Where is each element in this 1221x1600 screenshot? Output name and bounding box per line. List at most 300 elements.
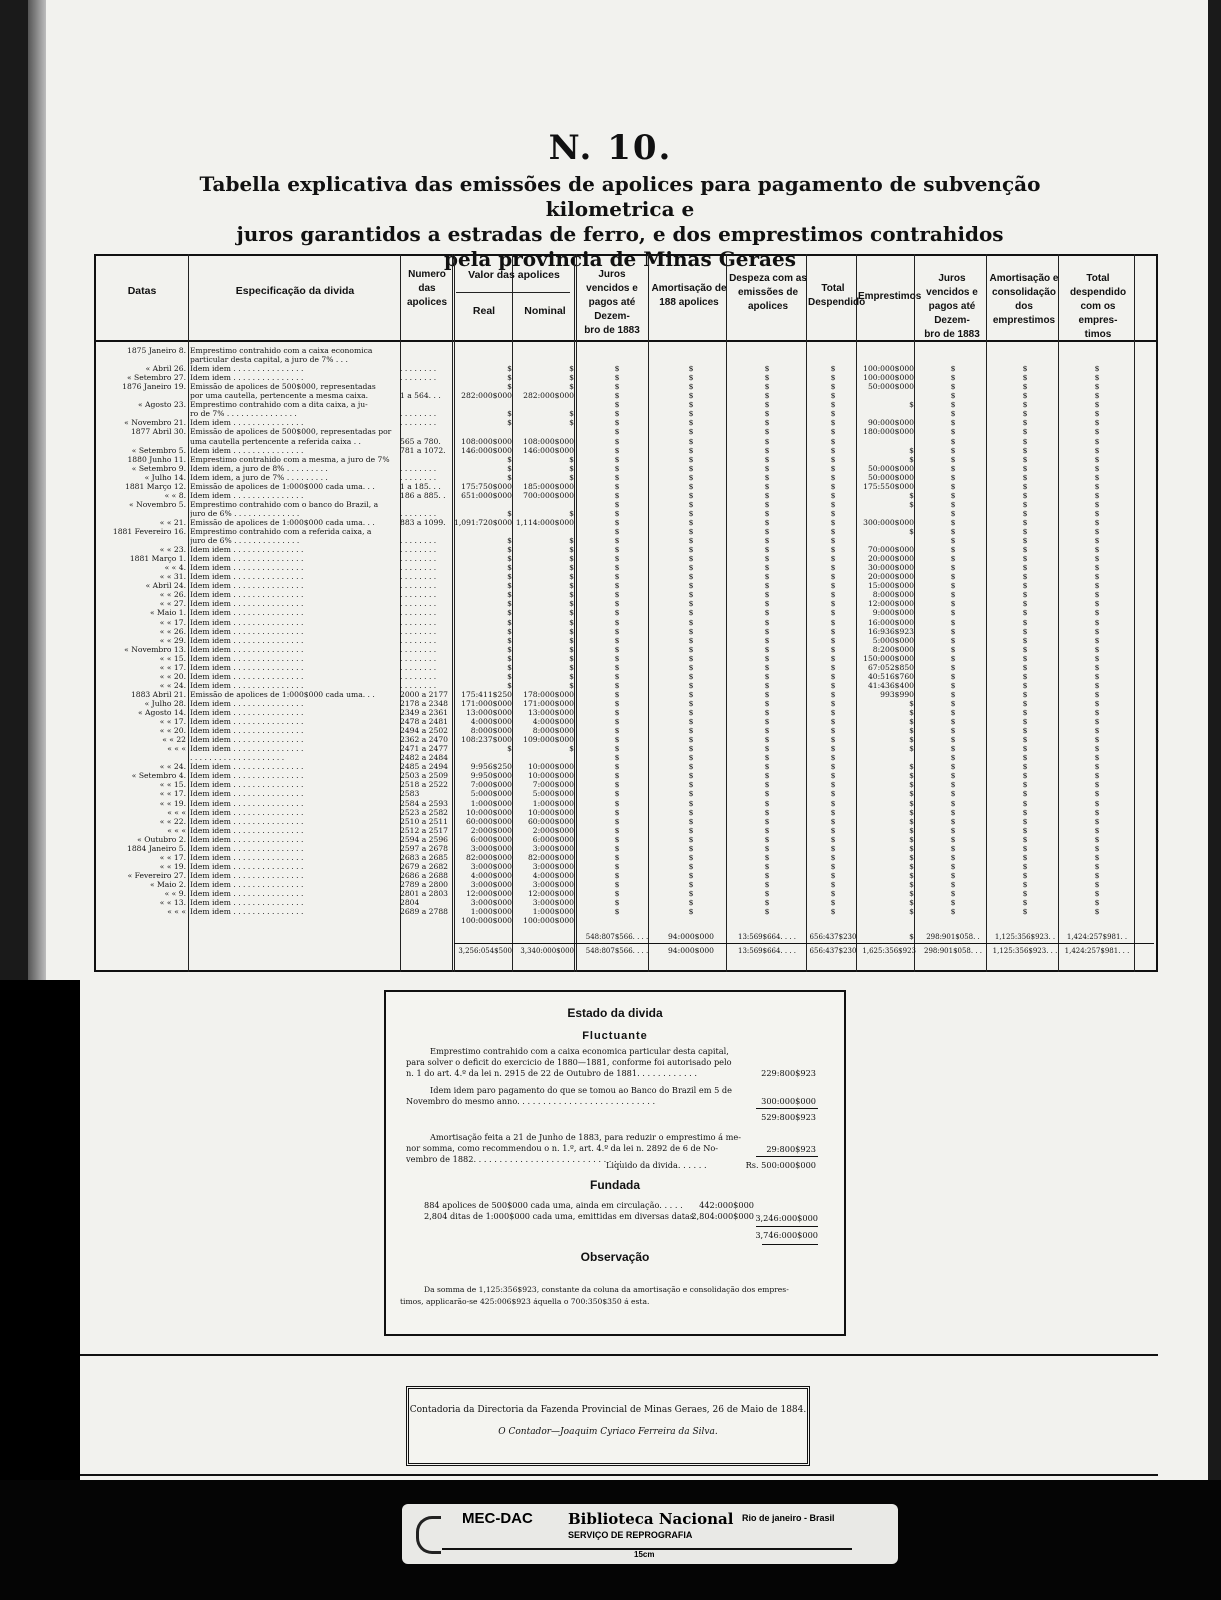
subtotal-emp: $ bbox=[909, 932, 914, 941]
dollar-mark: $ bbox=[1022, 436, 1028, 446]
cell-nom: $ bbox=[569, 364, 574, 374]
dollar-mark: $ bbox=[830, 879, 836, 889]
cell-spec: Idem idem . . . . . . . . . . . . . . . bbox=[190, 816, 304, 826]
estado-p2-amount: 300:000$000 bbox=[761, 1096, 816, 1106]
dollar-mark: $ bbox=[1022, 744, 1028, 754]
th-numero-l3: apolices bbox=[406, 297, 448, 308]
cell-emp: 15:000$000 bbox=[867, 581, 914, 591]
cell-num: 2503 a 2509 bbox=[400, 771, 449, 781]
cell-spec: Emprestimo contrahido com o banco do Brazil, a bbox=[190, 499, 379, 509]
dollar-mark: $ bbox=[764, 472, 770, 482]
dollar-mark: $ bbox=[950, 626, 956, 636]
cell-spec: Emprestimo contrahido com a dita caixa, a ju- bbox=[190, 400, 368, 410]
cell-emp: 41:436$400 bbox=[867, 680, 914, 690]
contador-line1: Contadoria da Directoria da Fazenda Provincial de Minas Geraes, 26 de Maio de 1884. bbox=[409, 1405, 807, 1415]
dollar-mark: $ bbox=[688, 599, 694, 609]
cell-nom: $ bbox=[569, 463, 574, 473]
dollar-mark: $ bbox=[764, 744, 770, 754]
th-juros2 bbox=[916, 272, 988, 342]
dollar-mark: $ bbox=[950, 364, 956, 374]
cell-num: . . . . . . . . bbox=[400, 508, 437, 518]
dollar-mark: $ bbox=[1094, 762, 1100, 772]
dollar-mark: $ bbox=[950, 517, 956, 527]
dollar-mark: $ bbox=[1094, 608, 1100, 618]
cell-real: $ bbox=[507, 680, 512, 690]
cell-spec: Idem idem . . . . . . . . . . . . . . . bbox=[190, 445, 304, 455]
cell-date: « Abril 24. bbox=[145, 581, 186, 591]
cell-num: . . . . . . . . bbox=[400, 608, 437, 618]
dollar-mark: $ bbox=[1022, 481, 1028, 491]
dollar-mark: $ bbox=[764, 870, 770, 880]
dollar-mark: $ bbox=[1094, 472, 1100, 482]
cell-real: $ bbox=[507, 653, 512, 663]
dollar-mark: $ bbox=[614, 698, 620, 708]
th-emprestimos: Emprestimos bbox=[858, 291, 922, 302]
dollar-mark: $ bbox=[830, 861, 836, 871]
dollar-mark: $ bbox=[614, 617, 620, 627]
cell-nom: $ bbox=[569, 545, 574, 555]
dollar-mark: $ bbox=[614, 834, 620, 844]
cell-emp: $ bbox=[909, 816, 914, 826]
dollar-mark: $ bbox=[1094, 635, 1100, 645]
cell-spec: Idem idem . . . . . . . . . . . . . . . bbox=[190, 798, 304, 808]
cell-date: « Setembro 4. bbox=[131, 771, 186, 781]
cell-date: « « « bbox=[167, 807, 186, 817]
cell-spec: juro de 6% . . . . . . . . . . . . . . bbox=[190, 508, 300, 518]
table-row bbox=[96, 916, 1156, 926]
dollar-mark: $ bbox=[688, 382, 694, 392]
dollar-mark: $ bbox=[614, 825, 620, 835]
dollar-mark: $ bbox=[688, 454, 694, 464]
dollar-mark: $ bbox=[1022, 717, 1028, 727]
cell-spec: Idem idem, a juro de 8% . . . . . . . . . bbox=[190, 463, 328, 473]
dollar-mark: $ bbox=[764, 843, 770, 853]
dollar-mark: $ bbox=[950, 879, 956, 889]
dollar-mark: $ bbox=[614, 508, 620, 518]
dollar-mark: $ bbox=[1022, 852, 1028, 862]
dollar-mark: $ bbox=[688, 554, 694, 564]
dollar-mark: $ bbox=[830, 771, 836, 781]
dollar-mark: $ bbox=[950, 717, 956, 727]
dollar-mark: $ bbox=[1022, 427, 1028, 437]
dollar-mark: $ bbox=[1022, 536, 1028, 546]
dollar-mark: $ bbox=[1094, 364, 1100, 374]
cell-date: « Setembro 5. bbox=[131, 445, 186, 455]
dollar-mark: $ bbox=[1094, 527, 1100, 536]
cell-emp: 180:000$000 bbox=[863, 427, 914, 437]
dollar-mark: $ bbox=[1094, 517, 1100, 527]
cell-emp: $ bbox=[909, 825, 914, 835]
cell-real: 8:000$000 bbox=[470, 726, 512, 736]
dollar-mark: $ bbox=[764, 536, 770, 546]
cell-date: « Fevereiro 27. bbox=[127, 870, 186, 880]
cell-nom: 146:000$000 bbox=[523, 445, 574, 455]
dollar-mark: $ bbox=[1094, 807, 1100, 817]
dollar-mark: $ bbox=[950, 436, 956, 446]
th-juros2-l3: bro de 1883 bbox=[924, 329, 980, 340]
cell-emp: $ bbox=[909, 454, 914, 464]
cell-emp: $ bbox=[909, 744, 914, 754]
cell-num: . . . . . . . . bbox=[400, 373, 437, 383]
dollar-mark: $ bbox=[1094, 753, 1100, 763]
dollar-mark: $ bbox=[614, 771, 620, 781]
cell-num: . . . . . . . . bbox=[400, 572, 437, 582]
cell-emp: 175:550$000 bbox=[863, 481, 914, 491]
dollar-mark: $ bbox=[1022, 689, 1028, 699]
cell-real: $ bbox=[507, 536, 512, 546]
dollar-mark: $ bbox=[830, 481, 836, 491]
bottom-rule bbox=[80, 1474, 1158, 1476]
dollar-mark: $ bbox=[830, 418, 836, 428]
dollar-mark: $ bbox=[688, 508, 694, 518]
dollar-mark: $ bbox=[764, 454, 770, 464]
cell-spec: Emissão de apolices de 500$000, representadas bbox=[190, 382, 376, 392]
dollar-mark: $ bbox=[830, 834, 836, 844]
dollar-mark: $ bbox=[1022, 454, 1028, 464]
dollar-mark: $ bbox=[688, 798, 694, 808]
cell-emp: 100:000$000 bbox=[863, 373, 914, 383]
cell-spec: Idem idem . . . . . . . . . . . . . . . bbox=[190, 490, 304, 500]
cell-date: « « 17. bbox=[159, 852, 186, 862]
dollar-mark: $ bbox=[950, 825, 956, 835]
cell-spec: Idem idem . . . . . . . . . . . . . . . bbox=[190, 662, 304, 672]
dollar-mark: $ bbox=[1022, 698, 1028, 708]
dollar-mark: $ bbox=[950, 409, 956, 419]
cell-num: . . . . . . . . bbox=[400, 626, 437, 636]
dollar-mark: $ bbox=[614, 735, 620, 745]
th-amort2-l2: consolidação dos bbox=[992, 287, 1056, 312]
cell-num: 2512 a 2517 bbox=[400, 825, 449, 835]
title-line-3: pela provincia de Minas Geraes bbox=[444, 247, 796, 271]
section-rule bbox=[80, 1354, 1158, 1356]
dollar-mark: $ bbox=[830, 445, 836, 455]
th-desp-l3: apolices bbox=[747, 301, 789, 312]
dollar-mark: $ bbox=[1094, 418, 1100, 428]
dollar-mark: $ bbox=[1022, 581, 1028, 591]
dollar-mark: $ bbox=[764, 563, 770, 573]
dollar-mark: $ bbox=[764, 626, 770, 636]
dollar-mark: $ bbox=[688, 907, 694, 917]
dollar-mark: $ bbox=[830, 436, 836, 446]
cell-nom: 10:000$000 bbox=[527, 807, 574, 817]
cell-real: 60:000$000 bbox=[465, 816, 512, 826]
cell-real: 3:000$000 bbox=[470, 879, 512, 889]
dollar-mark: $ bbox=[764, 753, 770, 763]
subtotal-desp: 13:569$664. . . . bbox=[737, 933, 797, 941]
dollar-mark: $ bbox=[830, 590, 836, 600]
dollar-mark: $ bbox=[830, 870, 836, 880]
cell-spec: Idem idem . . . . . . . . . . . . . . . bbox=[190, 825, 304, 835]
dollar-mark: $ bbox=[764, 653, 770, 663]
dollar-mark: $ bbox=[830, 545, 836, 555]
cell-real: $ bbox=[507, 581, 512, 591]
dollar-mark: $ bbox=[614, 445, 620, 455]
dollar-mark: $ bbox=[950, 554, 956, 564]
cell-emp: $ bbox=[909, 400, 914, 410]
dollar-mark: $ bbox=[614, 653, 620, 663]
cell-num: 2689 a 2788 bbox=[400, 907, 449, 917]
cell-spec: Idem idem . . . . . . . . . . . . . . . bbox=[190, 771, 304, 781]
dollar-mark: $ bbox=[1094, 726, 1100, 736]
cell-spec: ro de 7% . . . . . . . . . . . . . . . bbox=[190, 409, 297, 419]
dollar-mark: $ bbox=[1022, 382, 1028, 392]
dollar-mark: $ bbox=[764, 671, 770, 681]
th-juros-l2: pagos até Dezem- bbox=[588, 297, 636, 322]
estado-fundada: Fundada bbox=[590, 1178, 640, 1192]
cell-num: . . . . . . . . bbox=[400, 680, 437, 690]
estado-f1: 884 apolices de 500$000 cada uma, ainda em circulação. . . . . bbox=[424, 1200, 683, 1210]
subtotal-amort2: 1,125:356$923. . bbox=[994, 933, 1056, 941]
subtotal-juros2: 298:901$058. . bbox=[926, 933, 980, 941]
cell-real: $ bbox=[507, 418, 512, 428]
dollar-mark: $ bbox=[950, 599, 956, 609]
dollar-mark: $ bbox=[764, 644, 770, 654]
dollar-mark: $ bbox=[688, 608, 694, 618]
cell-real: $ bbox=[507, 608, 512, 618]
cell-num: 2686 a 2688 bbox=[400, 870, 449, 880]
cell-spec: Idem idem . . . . . . . . . . . . . . . bbox=[190, 861, 304, 871]
cell-spec: Idem idem . . . . . . . . . . . . . . . bbox=[190, 717, 304, 727]
dollar-mark: $ bbox=[950, 671, 956, 681]
cell-date: « Novembro 5. bbox=[129, 499, 186, 509]
dollar-mark: $ bbox=[1094, 481, 1100, 491]
cell-emp: $ bbox=[909, 834, 914, 844]
cell-nom: 3:000$000 bbox=[532, 879, 574, 889]
cell-emp: $ bbox=[909, 698, 914, 708]
cell-real: 7:000$000 bbox=[470, 780, 512, 790]
dollar-mark: $ bbox=[614, 364, 620, 374]
dollar-mark: $ bbox=[614, 744, 620, 754]
dollar-mark: $ bbox=[1022, 364, 1028, 374]
dollar-mark: $ bbox=[1022, 409, 1028, 419]
estado-da-divida-box bbox=[384, 990, 846, 1336]
cell-num: . . . . . . . . bbox=[400, 536, 437, 546]
cell-num: 2510 a 2511 bbox=[400, 816, 449, 826]
dollar-mark: $ bbox=[1094, 662, 1100, 672]
dollar-mark: $ bbox=[688, 427, 694, 437]
dollar-mark: $ bbox=[764, 798, 770, 808]
cell-date: « « 21. bbox=[159, 517, 186, 527]
cell-spec: Idem idem, a juro de 7% . . . . . . . . . bbox=[190, 472, 328, 482]
cell-real: $ bbox=[507, 744, 512, 754]
dollar-mark: $ bbox=[688, 364, 694, 374]
total-emprestimos: 1,625:356$923 bbox=[862, 947, 916, 955]
th-juros-l1: Juros vencidos e bbox=[586, 269, 638, 294]
cell-num: . . . . . . . . bbox=[400, 472, 437, 482]
cell-date: « « 15. bbox=[159, 653, 186, 663]
cell-spec: Idem idem . . . . . . . . . . . . . . . bbox=[190, 635, 304, 645]
dollar-mark: $ bbox=[830, 617, 836, 627]
dollar-mark: $ bbox=[830, 608, 836, 618]
cell-real: $ bbox=[507, 590, 512, 600]
dollar-mark: $ bbox=[688, 626, 694, 636]
cell-emp: $ bbox=[909, 726, 914, 736]
dollar-mark: $ bbox=[688, 653, 694, 663]
dollar-mark: $ bbox=[830, 499, 836, 509]
cell-date: 1881 Março 1. bbox=[129, 554, 186, 564]
dollar-mark: $ bbox=[688, 409, 694, 419]
dollar-mark: $ bbox=[764, 400, 770, 410]
cell-date: « « 29. bbox=[159, 635, 186, 645]
th-amort2-l3: emprestimos bbox=[992, 315, 1056, 326]
dollar-mark: $ bbox=[764, 680, 770, 690]
dollar-mark: $ bbox=[1022, 771, 1028, 781]
dollar-mark: $ bbox=[764, 527, 770, 536]
cell-emp: 50:000$000 bbox=[867, 463, 914, 473]
cell-date: « « 20. bbox=[159, 726, 186, 736]
cell-emp: $ bbox=[909, 490, 914, 500]
dollar-mark: $ bbox=[1094, 463, 1100, 473]
dollar-mark: $ bbox=[1094, 545, 1100, 555]
dollar-mark: $ bbox=[688, 843, 694, 853]
dollar-mark: $ bbox=[950, 789, 956, 799]
estado-p3-l3: vembro de 1882. . . . . . . . . . . . . . . . . . . . . . . . . . . . . bbox=[406, 1154, 622, 1164]
cell-num: 2597 a 2678 bbox=[400, 843, 449, 853]
dollar-mark: $ bbox=[688, 400, 694, 410]
dollar-mark: $ bbox=[1022, 789, 1028, 799]
th-juros2-l1: Juros vencidos e bbox=[926, 273, 978, 298]
cell-spec: Idem idem . . . . . . . . . . . . . . . bbox=[190, 671, 304, 681]
cell-date: « « 17. bbox=[159, 662, 186, 672]
dollar-mark: $ bbox=[1022, 879, 1028, 889]
dollar-mark: $ bbox=[950, 771, 956, 781]
cell-num: . . . . . . . . bbox=[400, 418, 437, 428]
dollar-mark: $ bbox=[764, 717, 770, 727]
estado-p1-l2: para solver o deficit do exercicio de 1880—1881, conforme foi autorisado pelo bbox=[406, 1057, 732, 1067]
estado-p1-amount: 229:800$923 bbox=[761, 1068, 816, 1078]
dollar-mark: $ bbox=[614, 726, 620, 736]
estado-f2-amount: 2,804:000$000 bbox=[691, 1211, 754, 1221]
cell-real: 2:000$000 bbox=[470, 825, 512, 835]
cell-spec: . . . . . . . . . . . . . . . . . . . . bbox=[190, 753, 285, 763]
dollar-mark: $ bbox=[764, 608, 770, 618]
dollar-mark: $ bbox=[1094, 382, 1100, 392]
dollar-mark: $ bbox=[614, 472, 620, 482]
dollar-mark: $ bbox=[1022, 554, 1028, 564]
cell-date: « Agosto 14. bbox=[138, 708, 186, 717]
cell-spec: Idem idem . . . . . . . . . . . . . . . bbox=[190, 418, 304, 428]
cell-num: . . . . . . . . bbox=[400, 671, 437, 681]
cell-date: 1881 Março 12. bbox=[125, 481, 186, 491]
subtotal-total: 656:437$230 bbox=[809, 933, 857, 941]
estado-p3-amount: 29:800$923 bbox=[766, 1144, 816, 1154]
document-number: N. 10. bbox=[548, 128, 673, 168]
cell-date: « Julho 14. bbox=[144, 472, 186, 482]
cell-num: 883 a 1099. bbox=[400, 517, 446, 527]
dollar-mark: $ bbox=[614, 490, 620, 500]
dollar-mark: $ bbox=[830, 762, 836, 772]
dollar-mark: $ bbox=[950, 391, 956, 401]
th-amort-l2: 188 apolices bbox=[659, 297, 719, 308]
dollar-mark: $ bbox=[1022, 608, 1028, 618]
dollar-mark: $ bbox=[764, 780, 770, 790]
cell-num: 186 a 885. . bbox=[400, 490, 446, 500]
dollar-mark: $ bbox=[764, 508, 770, 518]
cell-date: 1875 Janeiro 8. bbox=[127, 346, 186, 355]
dollar-mark: $ bbox=[1022, 653, 1028, 663]
estado-liquido: Liquido da divida. . . . . . bbox=[606, 1160, 707, 1170]
cell-nom: $ bbox=[569, 572, 574, 582]
dollar-mark: $ bbox=[950, 481, 956, 491]
dollar-mark: $ bbox=[950, 608, 956, 618]
cell-num: . . . . . . . . bbox=[400, 617, 437, 627]
dollar-mark: $ bbox=[764, 418, 770, 428]
cell-nom: 3:000$000 bbox=[532, 898, 574, 908]
stamp-org: MEC-DAC bbox=[462, 1510, 533, 1527]
cell-nom: 12:000$000 bbox=[527, 889, 574, 898]
dollar-mark: $ bbox=[950, 798, 956, 808]
dollar-mark: $ bbox=[614, 608, 620, 618]
cell-real: $ bbox=[507, 373, 512, 383]
cell-emp: $ bbox=[909, 717, 914, 727]
th-real: Real bbox=[472, 305, 496, 317]
cell-emp: $ bbox=[909, 852, 914, 862]
total-desp: 13:569$664. . . . bbox=[737, 947, 797, 955]
th-total2 bbox=[1060, 272, 1136, 342]
cell-nom: 1,114:000$000 bbox=[515, 517, 574, 527]
dollar-mark: $ bbox=[688, 708, 694, 717]
dollar-mark: $ bbox=[1022, 843, 1028, 853]
estado-f2-sum: 3,246:000$000 bbox=[755, 1213, 818, 1223]
dollar-mark: $ bbox=[830, 382, 836, 392]
dollar-mark: $ bbox=[1022, 907, 1028, 917]
dollar-mark: $ bbox=[1022, 816, 1028, 826]
cell-real: $ bbox=[507, 454, 512, 464]
cell-emp: $ bbox=[909, 789, 914, 799]
cell-real: 82:000$000 bbox=[465, 852, 512, 862]
cell-date: « « « bbox=[167, 907, 186, 917]
cell-nom: $ bbox=[569, 373, 574, 383]
estado-p2-l1: Idem idem paro pagamento do que se tomou ao Banco do Brazil em 5 de bbox=[430, 1085, 732, 1095]
cell-spec: Emissão de apolices de 1:000$000 cada uma. . . bbox=[190, 689, 375, 699]
dollar-mark: $ bbox=[688, 527, 694, 536]
cell-nom: 171:000$000 bbox=[523, 698, 574, 708]
cell-real: 175:411$250 bbox=[461, 689, 512, 699]
dollar-mark: $ bbox=[950, 563, 956, 573]
estado-title: Estado da divida bbox=[567, 1006, 663, 1020]
cell-spec: Idem idem . . . . . . . . . . . . . . . bbox=[190, 364, 304, 374]
dollar-mark: $ bbox=[688, 617, 694, 627]
cell-spec: Idem idem . . . . . . . . . . . . . . . bbox=[190, 762, 304, 772]
dollar-mark: $ bbox=[764, 635, 770, 645]
dollar-mark: $ bbox=[1022, 490, 1028, 500]
cell-emp: 20:000$000 bbox=[867, 572, 914, 582]
cell-date: 1884 Janeiro 5. bbox=[127, 843, 186, 853]
cell-emp: 8:000$000 bbox=[872, 590, 914, 600]
dollar-mark: $ bbox=[830, 889, 836, 898]
dollar-mark: $ bbox=[1094, 825, 1100, 835]
cell-spec: Idem idem . . . . . . . . . . . . . . . bbox=[190, 879, 304, 889]
cell-date: « Setembro 27. bbox=[126, 373, 186, 383]
dollar-mark: $ bbox=[688, 762, 694, 772]
dollar-mark: $ bbox=[1022, 590, 1028, 600]
dollar-mark: $ bbox=[764, 852, 770, 862]
dollar-mark: $ bbox=[830, 635, 836, 645]
dollar-mark: $ bbox=[614, 717, 620, 727]
cell-spec: Idem idem . . . . . . . . . . . . . . . bbox=[190, 373, 304, 383]
cell-num: . . . . . . . . bbox=[400, 409, 437, 419]
cell-real: 1,091:720$000 bbox=[454, 517, 513, 527]
dollar-mark: $ bbox=[614, 889, 620, 898]
cell-nom: 5:000$000 bbox=[532, 789, 574, 799]
cell-nom: $ bbox=[569, 644, 574, 654]
cell-nom: 60:000$000 bbox=[527, 816, 574, 826]
total-real: 3,256:054$500 bbox=[458, 947, 512, 955]
dollar-mark: $ bbox=[614, 373, 620, 383]
cell-real: 171:000$000 bbox=[461, 698, 512, 708]
cell-real: $ bbox=[507, 617, 512, 627]
cell-emp: $ bbox=[909, 898, 914, 908]
